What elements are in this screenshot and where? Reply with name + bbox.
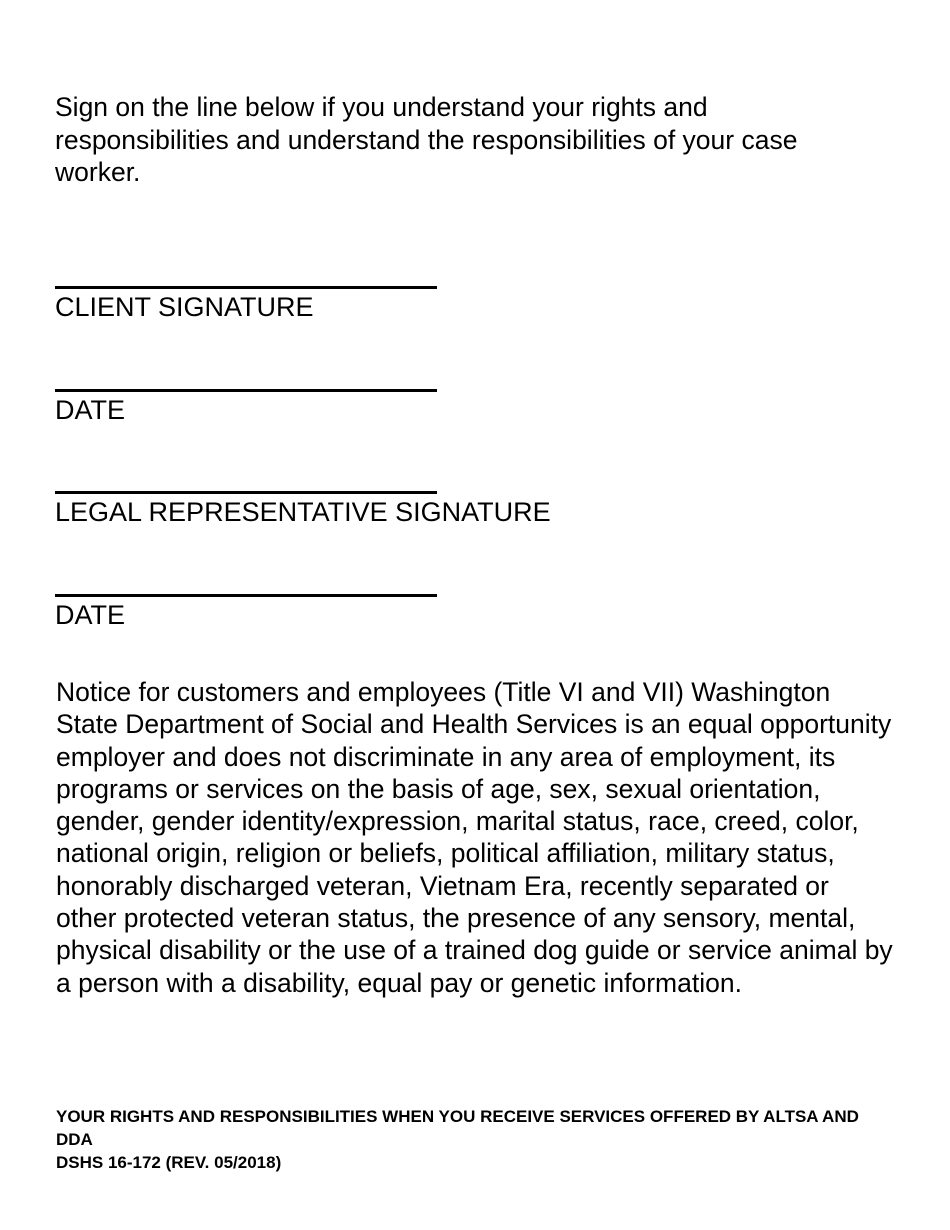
legal-representative-date-line[interactable] [55,594,437,597]
client-date-label: DATE [55,395,126,425]
intro-paragraph: Sign on the line below if you understand your rights and responsibilities and understand the responsibilities of your case worker. [55,92,798,187]
form-id: DSHS 16-172 (REV. 05/2018) [56,1153,282,1172]
legal-representative-signature-field [55,491,655,528]
client-date-field [55,389,655,426]
nondiscrimination-notice: Notice for customers and employees (Title VI and VII) Washington State Department of Social and Health Services is an equal opportunity employer and does not discriminate in any area of employment, its programs or services on the basis of age, sex, sexual orientation, gender, gender identity/expression, marital status, race, creed, color, national origin, religion or beliefs, political affiliation, military status, honorably discharged veteran, Vietnam Era, recently separated or other protected veteran status, the presence of any sensory, mental, physical disability or the use of a trained dog guide or service animal by a person with a disability, equal pay or genetic information. [56,677,893,998]
client-signature-line[interactable] [55,286,437,289]
legal-representative-signature-line[interactable] [55,491,437,494]
legal-representative-date-label: DATE [55,600,126,630]
form-footer [56,1105,876,1174]
form-title: YOUR RIGHTS AND RESPONSIBILITIES WHEN YOU RECEIVE SERVICES OFFERED BY ALTSA AND DDA [56,1107,859,1149]
legal-representative-signature-label: LEGAL REPRESENTATIVE SIGNATURE [55,497,551,527]
client-date-line[interactable] [55,389,437,392]
client-signature-field [55,286,655,323]
legal-representative-date-field [55,594,655,631]
client-signature-label: CLIENT SIGNATURE [55,292,314,322]
